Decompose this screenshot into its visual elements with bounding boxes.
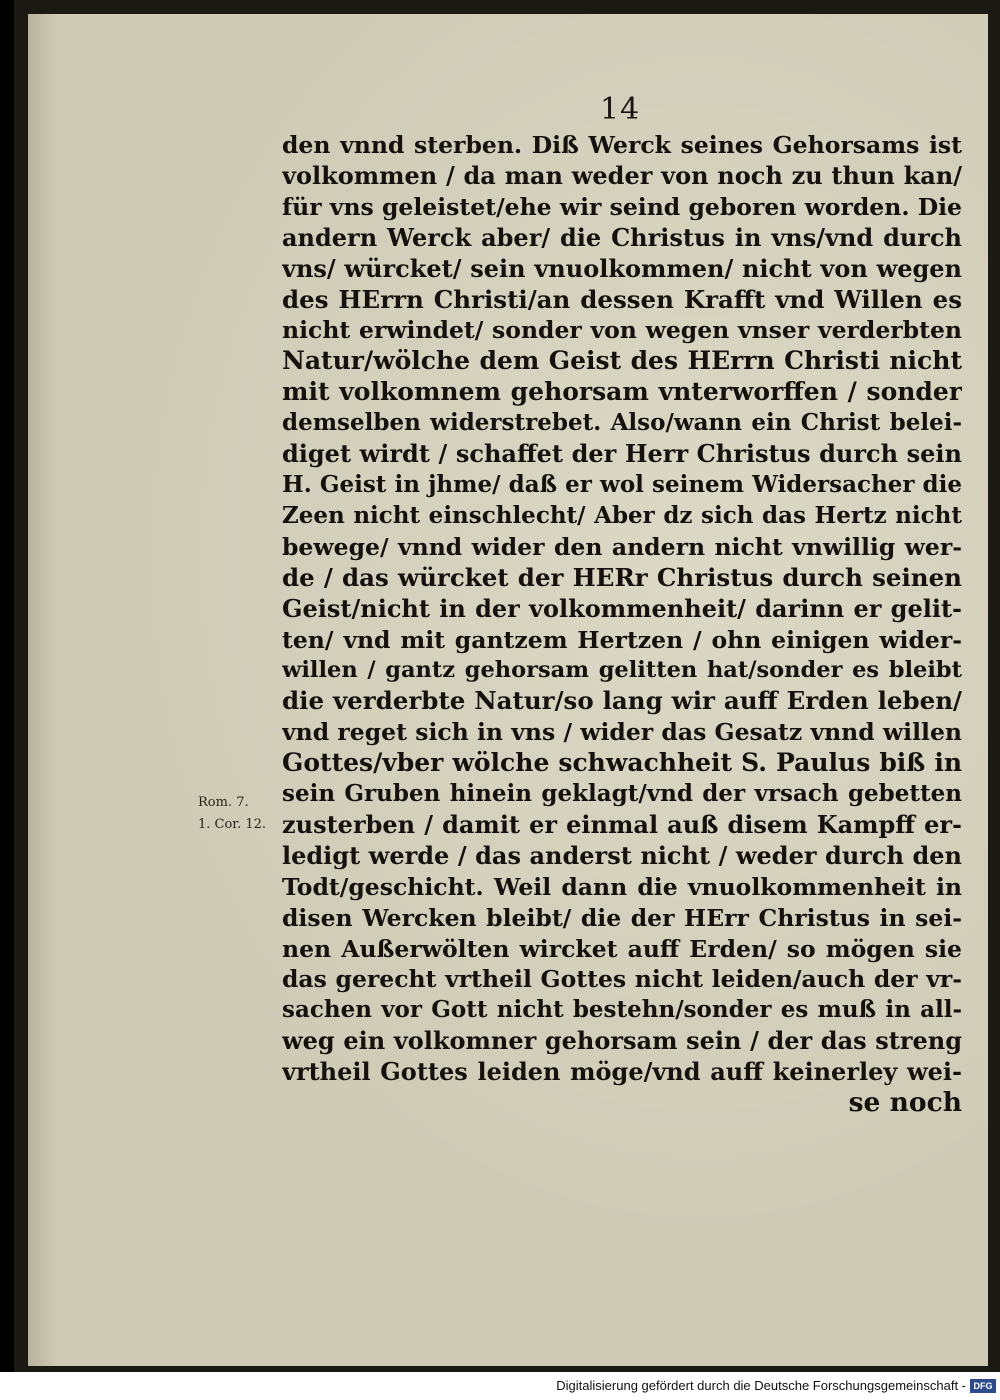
text-line: ledigt werde / das anderst nicht / weder durch den <box>282 840 962 870</box>
text-line: H. Geist in jhme/ daß er wol seinem Widersacher die <box>282 470 962 498</box>
text-line: de / das würcket der HERr Christus durch seinen <box>282 562 962 592</box>
text-line: sein Gruben hinein geklagt/vnd der vrsach gebetten <box>282 780 962 808</box>
text-line: nicht erwindet/ sonder von wegen vnser verderbten <box>282 316 962 345</box>
text-line: bewege/ vnnd wider den andern nicht vnwillig wer- <box>282 532 962 561</box>
text-line: sachen vor Gott nicht bestehn/sonder es muß in all- <box>282 996 962 1024</box>
text-line: Zeen nicht einschlecht/ Aber dz sich das Hertz nicht <box>282 501 962 529</box>
text-line: willen / gantz gehorsam gelitten hat/sonder es bleibt <box>282 657 962 684</box>
text-line: demselben widerstrebet. Also/wann ein Christ belei- <box>282 409 962 437</box>
margin-note-line: 1. Cor. 12. <box>198 817 267 832</box>
text-line: das gerecht vrtheil Gottes nicht leiden/auch der vr- <box>282 965 962 994</box>
text-line: Geist/nicht in der volkommenheit/ darinn er gelit- <box>282 593 962 623</box>
text-line: Natur/wölche dem Geist des HErrn Christi nicht <box>282 346 962 376</box>
text-line: zusterben / damit er einmal auß disem Kampff er- <box>282 809 962 839</box>
text-line: disen Wercken bleibt/ die der HErr Christus in sei- <box>282 903 962 932</box>
margin-note-line: Rom. 7. <box>198 795 249 810</box>
text-line: vns/ würcket/ sein vnuolkommen/ nicht von wegen <box>282 253 962 283</box>
text-line: den vnnd sterben. Diß Werck seines Gehorsams ist <box>282 131 962 159</box>
text-line: vrtheil Gottes leiden möge/vnd auff keinerley wei- <box>282 1057 962 1087</box>
text-line: des HErrn Christi/an dessen Krafft vnd Willen es <box>282 284 962 314</box>
text-line: die verderbte Natur/so lang wir auff Erden leben/ <box>282 686 962 716</box>
footer-bar <box>0 1372 1000 1400</box>
text-line: für vns geleistet/ehe wir seind geboren worden. Die <box>282 192 962 221</box>
text-line: vnd reget sich in vns / wider das Gesatz vnnd willen <box>282 718 962 747</box>
page-number: 14 <box>600 92 641 127</box>
text-line: diget wirdt / schaffet der Herr Christus durch sein <box>282 439 962 469</box>
body-text <box>282 130 962 1119</box>
text-line: ten/ vnd mit gantzem Hertzen / ohn einigen wider- <box>282 625 962 654</box>
text-line: andern Werck aber/ die Christus in vns/vnd durch <box>282 222 962 252</box>
text-line: Todt/geschicht. Weil dann die vnuolkommenheit in <box>282 872 962 901</box>
text-line: Gottes/vber wölche schwachheit S. Paulus biß in <box>282 748 962 778</box>
margin-note <box>198 792 266 836</box>
text-line: mit volkomnem gehorsam vnterworffen / sonder <box>282 377 962 407</box>
catchword: se noch <box>848 1088 962 1119</box>
text-line: volkommen / da man weder von noch zu thun kan/ <box>282 160 962 190</box>
text-line: nen Außerwölten wircket auff Erden/ so mögen sie <box>282 934 962 963</box>
dfg-logo-icon: DFG <box>970 1379 996 1393</box>
footer-credit: Digitalisierung gefördert durch die Deutsche Forschungsgemeinschaft - <box>556 1378 966 1393</box>
text-line: weg ein volkomner gehorsam sein / der das streng <box>282 1026 962 1056</box>
